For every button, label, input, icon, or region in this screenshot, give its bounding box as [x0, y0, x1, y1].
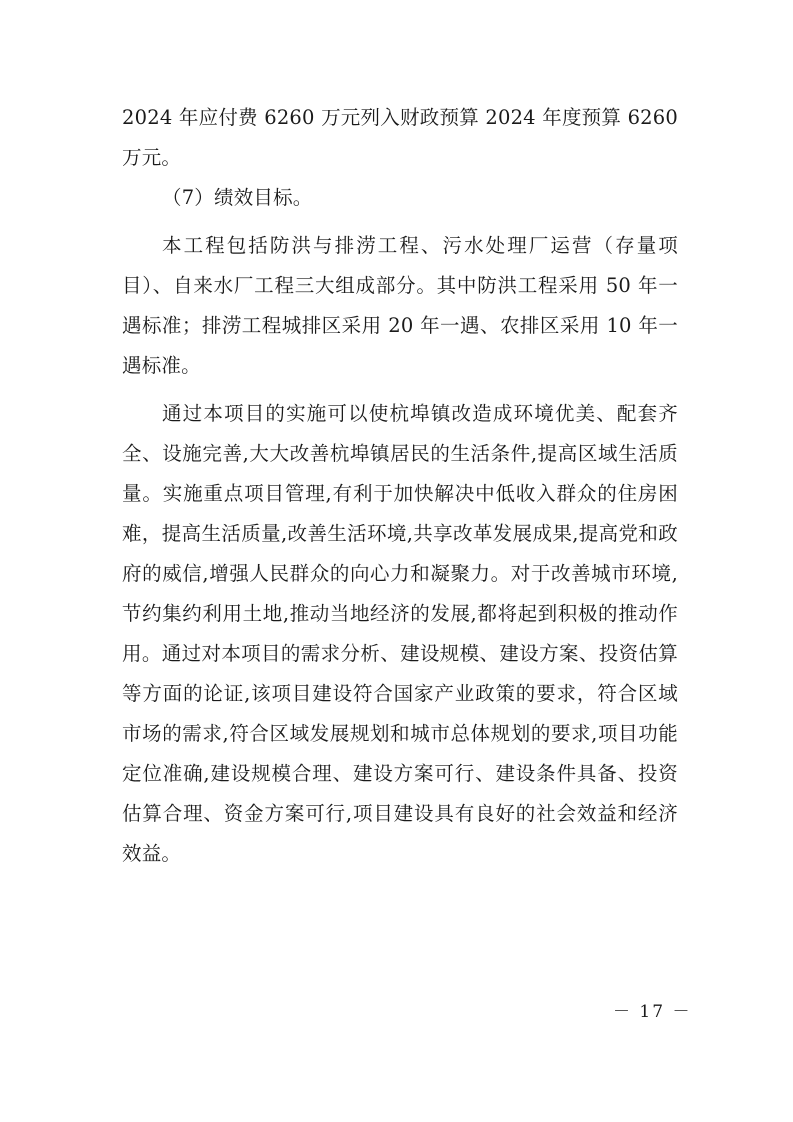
paragraph-budget: 2024 年应付费 6260 万元列入财政预算 2024 年度预算 6260 万元。: [122, 106, 678, 169]
heading-performance-goal: （7）绩效目标。: [162, 186, 313, 209]
page-body: [122, 98, 678, 874]
page-number: － 17 －: [613, 1002, 692, 1022]
paragraph-project-benefits: 通过本项目的实施可以使杭埠镇改造成环境优美、配套齐全、设施完善,大大改善杭埠镇居民的生活条件,提高区域生活质量。实施重点项目管理,有利于加快解决中低收入群众的住房困难，提高生活质量,改善生活环境,共享改革发展成果,提高党和政府的威信,增强人民群众的向心力和凝聚力。对于改善城市环境,节约集约利用土地,推动当地经济的发展,都将起到积极的推动作用。通过对本项目的需求分析、建设规模、建设方案、投资估算等方面的论证,该项目建设符合国家产业政策的要求，符合区域市场的需求,符合区域发展规划和城市总体规划的要求,项目功能定位准确,建设规模合理、建设方案可行、建设条件具备、投资估算合理、资金方案可行,项目建设具有良好的社会效益和经济效益。: [122, 402, 678, 865]
paragraph-project-scope: 本工程包括防洪与排涝工程、污水处理厂运营（存量项目）、自来水厂工程三大组成部分。其中防洪工程采用 50 年一遇标准；排涝工程城排区采用 20 年一遇、农排区采用 10 年一遇标准。: [122, 234, 678, 377]
